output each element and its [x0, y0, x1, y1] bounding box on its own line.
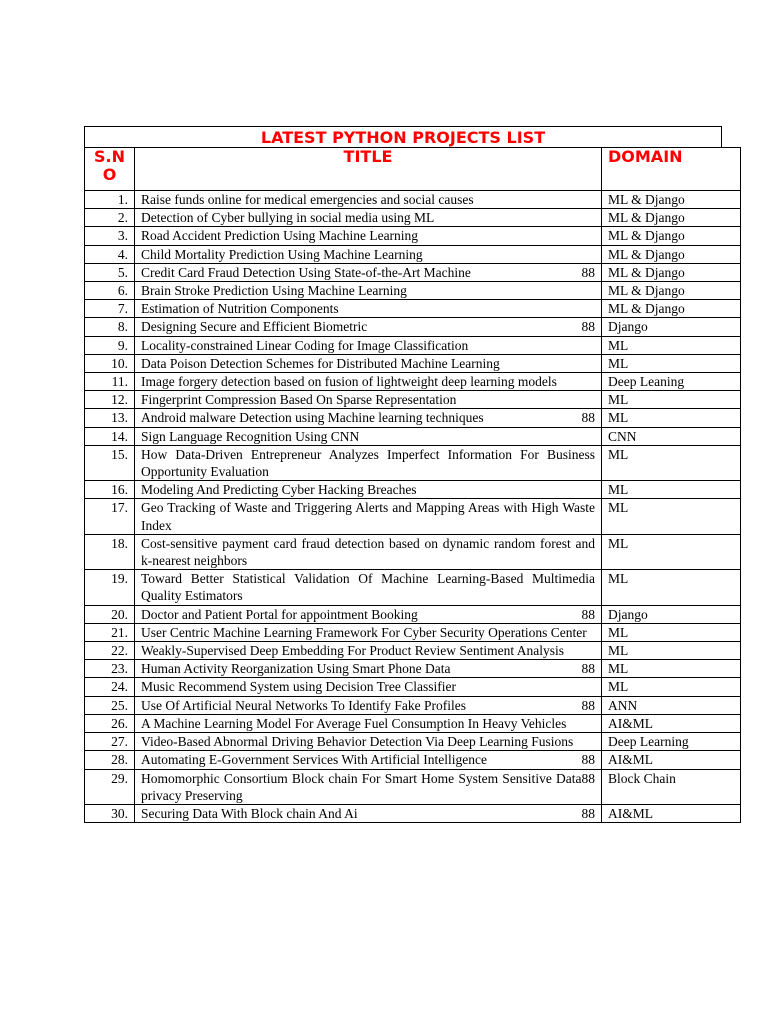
project-domain: ML & Django — [602, 282, 741, 300]
row-number: 28. — [85, 751, 135, 769]
table-row — [85, 300, 741, 318]
project-title: Sign Language Recognition Using CNN — [141, 428, 360, 444]
project-title-cell — [135, 409, 602, 427]
project-title-cell — [135, 678, 602, 696]
row-number: 29. — [85, 769, 135, 804]
project-title-cell — [135, 445, 602, 480]
project-title: Homomorphic Consortium Block chain For Smart Home System Sensitive Data privacy Preserving — [141, 770, 582, 803]
row-number: 17. — [85, 499, 135, 534]
row-number: 6. — [85, 282, 135, 300]
project-title-cell — [135, 391, 602, 409]
table-row — [85, 209, 741, 227]
project-title: Android malware Detection using Machine learning techniques — [141, 410, 484, 426]
project-title: Cost-sensitive payment card fraud detection based on dynamic random forest and k-nearest neighbors — [141, 535, 595, 569]
project-title-cell — [135, 623, 602, 641]
project-title: Use Of Artificial Neural Networks To Identify Fake Profiles — [141, 697, 466, 713]
project-domain: ML — [602, 391, 741, 409]
row-number: 5. — [85, 263, 135, 281]
table-row — [85, 282, 741, 300]
project-title-cell — [135, 354, 602, 372]
table-row — [85, 391, 741, 409]
row-number: 25. — [85, 696, 135, 714]
row-annotation: 88 — [581, 805, 595, 821]
row-number: 4. — [85, 245, 135, 263]
row-number: 30. — [85, 804, 135, 822]
project-title-cell — [135, 282, 602, 300]
row-annotation: 88 — [581, 661, 595, 677]
row-number: 12. — [85, 391, 135, 409]
project-title-cell — [135, 733, 602, 751]
row-number: 11. — [85, 373, 135, 391]
column-header-title: TITLE — [135, 148, 602, 191]
project-domain: CNN — [602, 427, 741, 445]
row-number: 16. — [85, 481, 135, 499]
project-title: Credit Card Fraud Detection Using State-of-the-Art Machine — [141, 264, 471, 280]
projects-table — [84, 147, 741, 823]
project-domain: AI&ML — [602, 804, 741, 822]
row-annotation: 88 — [581, 770, 595, 786]
table-row — [85, 354, 741, 372]
row-annotation: 88 — [581, 606, 595, 622]
project-title: Road Accident Prediction Using Machine Learning — [141, 228, 419, 244]
project-title: Brain Stroke Prediction Using Machine Learning — [141, 283, 407, 299]
table-row — [85, 534, 741, 569]
project-domain: ML — [602, 336, 741, 354]
project-title: Toward Better Statistical Validation Of Machine Learning-Based Multimedia Quality Estimators — [141, 571, 595, 604]
project-domain: ML — [602, 570, 741, 605]
column-header-domain: DOMAIN — [602, 148, 741, 191]
table-row — [85, 714, 741, 732]
project-domain: ML — [602, 642, 741, 660]
project-title-cell — [135, 499, 602, 534]
row-number: 27. — [85, 733, 135, 751]
table-row — [85, 623, 741, 641]
table-row — [85, 751, 741, 769]
row-number: 10. — [85, 354, 135, 372]
project-title: Weakly-Supervised Deep Embedding For Product Review Sentiment Analysis — [141, 643, 564, 659]
table-row — [85, 191, 741, 209]
project-domain: Deep Leaning — [602, 373, 741, 391]
project-title-cell — [135, 300, 602, 318]
project-title-cell — [135, 427, 602, 445]
project-domain: ML — [602, 499, 741, 534]
project-domain: ML — [602, 678, 741, 696]
project-title-cell — [135, 245, 602, 263]
table-body — [85, 191, 741, 823]
project-title: Human Activity Reorganization Using Smart Phone Data — [141, 661, 451, 677]
project-title: How Data-Driven Entrepreneur Analyzes Imperfect Information For Business Opportunity Evaluation — [141, 446, 595, 480]
row-number: 7. — [85, 300, 135, 318]
project-title-cell — [135, 318, 602, 336]
table-row — [85, 318, 741, 336]
project-domain: ML & Django — [602, 263, 741, 281]
project-domain: ML — [602, 660, 741, 678]
project-title: A Machine Learning Model For Average Fuel Consumption In Heavy Vehicles — [141, 715, 567, 731]
table-row — [85, 481, 741, 499]
project-title: Doctor and Patient Portal for appointment Booking — [141, 606, 418, 622]
project-title-cell — [135, 209, 602, 227]
list-heading: LATEST PYTHON PROJECTS LIST — [84, 126, 722, 147]
project-title-cell — [135, 769, 602, 804]
table-row — [85, 570, 741, 605]
project-title-cell — [135, 373, 602, 391]
project-domain: ANN — [602, 696, 741, 714]
project-title: Detection of Cyber bullying in social media using ML — [141, 210, 435, 226]
row-annotation: 88 — [581, 264, 595, 280]
project-title: Modeling And Predicting Cyber Hacking Breaches — [141, 482, 417, 498]
project-domain: Django — [602, 605, 741, 623]
row-number: 3. — [85, 227, 135, 245]
project-domain: ML — [602, 481, 741, 499]
project-domain: Django — [602, 318, 741, 336]
project-domain: ML & Django — [602, 245, 741, 263]
project-title: Fingerprint Compression Based On Sparse Representation — [141, 392, 457, 408]
table-row — [85, 245, 741, 263]
project-title: Designing Secure and Efficient Biometric — [141, 319, 368, 335]
column-header-sno: S.NO — [85, 148, 135, 191]
table-row — [85, 605, 741, 623]
table-row — [85, 336, 741, 354]
table-row — [85, 445, 741, 480]
row-number: 8. — [85, 318, 135, 336]
table-row — [85, 769, 741, 804]
project-title-cell — [135, 660, 602, 678]
table-row — [85, 499, 741, 534]
row-number: 24. — [85, 678, 135, 696]
row-number: 23. — [85, 660, 135, 678]
project-title-cell — [135, 534, 602, 569]
project-title-cell — [135, 751, 602, 769]
project-title: Securing Data With Block chain And Ai — [141, 805, 358, 821]
project-domain: ML — [602, 354, 741, 372]
row-number: 21. — [85, 623, 135, 641]
project-title-cell — [135, 227, 602, 245]
project-title: Geo Tracking of Waste and Triggering Alerts and Mapping Areas with High Waste Index — [141, 500, 595, 533]
project-domain: Deep Learning — [602, 733, 741, 751]
project-domain: ML — [602, 623, 741, 641]
table-row — [85, 678, 741, 696]
project-title: Image forgery detection based on fusion of lightweight deep learning models — [141, 374, 557, 390]
project-title: Automating E-Government Services With Artificial Intelligence — [141, 752, 487, 768]
project-domain: ML — [602, 409, 741, 427]
table-row — [85, 642, 741, 660]
row-number: 20. — [85, 605, 135, 623]
project-title-cell — [135, 263, 602, 281]
project-title: Locality-constrained Linear Coding for Image Classification — [141, 337, 469, 353]
project-domain: ML & Django — [602, 209, 741, 227]
project-domain: Block Chain — [602, 769, 741, 804]
table-row — [85, 427, 741, 445]
row-number: 22. — [85, 642, 135, 660]
project-title-cell — [135, 481, 602, 499]
table-row — [85, 696, 741, 714]
project-domain: ML & Django — [602, 227, 741, 245]
table-row — [85, 660, 741, 678]
project-title: Music Recommend System using Decision Tree Classifier — [141, 679, 456, 695]
project-title: Raise funds online for medical emergencies and social causes — [141, 192, 474, 207]
row-number: 2. — [85, 209, 135, 227]
row-number: 14. — [85, 427, 135, 445]
project-title: Estimation of Nutrition Components — [141, 301, 339, 317]
project-domain: AI&ML — [602, 751, 741, 769]
project-title: Child Mortality Prediction Using Machine Learning — [141, 246, 423, 262]
project-domain: ML — [602, 445, 741, 480]
table-row — [85, 804, 741, 822]
project-domain: AI&ML — [602, 714, 741, 732]
project-title: Data Poison Detection Schemes for Distributed Machine Learning — [141, 355, 500, 371]
row-number: 15. — [85, 445, 135, 480]
table-row — [85, 263, 741, 281]
table-row — [85, 227, 741, 245]
project-title-cell — [135, 570, 602, 605]
row-annotation: 88 — [581, 319, 595, 335]
row-annotation: 88 — [581, 697, 595, 713]
project-title-cell — [135, 336, 602, 354]
project-title: Video-Based Abnormal Driving Behavior Detection Via Deep Learning Fusions — [141, 734, 574, 750]
project-domain: ML & Django — [602, 191, 741, 209]
project-title-cell — [135, 642, 602, 660]
row-annotation: 88 — [581, 752, 595, 768]
project-title-cell — [135, 605, 602, 623]
project-title-cell — [135, 714, 602, 732]
project-title-cell — [135, 191, 602, 209]
project-title-cell — [135, 804, 602, 822]
project-title-cell — [135, 696, 602, 714]
project-domain: ML — [602, 534, 741, 569]
header-row — [85, 148, 741, 191]
row-number: 18. — [85, 534, 135, 569]
row-number: 26. — [85, 714, 135, 732]
table-row — [85, 733, 741, 751]
row-number: 1. — [85, 191, 135, 209]
table-row — [85, 373, 741, 391]
table-row — [85, 409, 741, 427]
row-annotation: 88 — [581, 410, 595, 426]
row-number: 9. — [85, 336, 135, 354]
project-title: User Centric Machine Learning Framework For Cyber Security Operations Center — [141, 624, 587, 640]
row-number: 19. — [85, 570, 135, 605]
project-domain: ML & Django — [602, 300, 741, 318]
row-number: 13. — [85, 409, 135, 427]
